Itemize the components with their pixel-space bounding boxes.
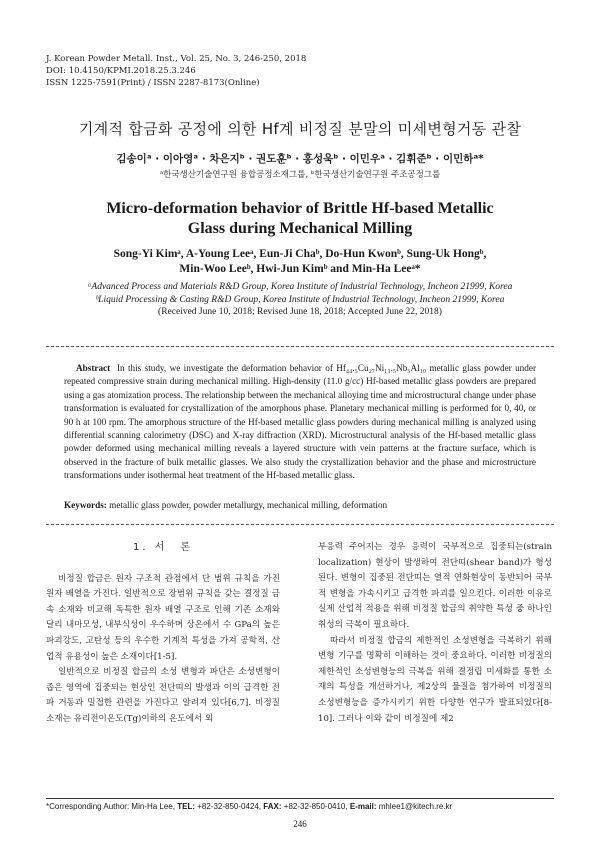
email-link[interactable]: mhlee1@kitech.re.kr bbox=[378, 802, 453, 811]
affiliation-b: ᵇLiquid Processing & Casting R&D Group, Korea Institute of Industrial Technology, Incheon 21999, Korea bbox=[95, 294, 505, 305]
affiliation-a: ᵃAdvanced Process and Materials R&D Group, Korea Institute of Industrial Technology, Incheon 21999, Korea bbox=[87, 282, 513, 292]
corresponding-author-footnote bbox=[46, 802, 554, 811]
english-authors-line-1: Song-Yi Kimᵃ, A-Young Leeᵃ, Eun-Ji Chaᵇ, Do-Hun Kwonᵇ, Sung-Uk Hongᵇ, bbox=[113, 248, 487, 260]
abstract-bottom-divider bbox=[46, 524, 554, 525]
body-paragraph: 따라서 비정질 합금의 제한적인 소성변형을 극복하기 위해 변형 기구를 명확히 이해하는 것이 중요하다. 이러한 비정질의 제한적인 소성변형능의 극복을 위해 결정립 미세화를 통한 소재의 특성을 개선하거나, 제2상의 물질을 첨가하여 비정질의 소성변형능을 증가시키기 위한 다양한 연구가 발표되었다[8-10]. 그러나 이와 같이 비정질에 제2 bbox=[318, 635, 552, 724]
english-authors-line-2: Min-Woo Leeᵇ, Hwi-Jun Kimᵇ and Min-Ha Leeᵃ* bbox=[179, 263, 421, 275]
issn-line: ISSN 1225-7591(Print) / ISSN 2287-8173(Online) bbox=[46, 78, 260, 88]
journal-citation: J. Korean Powder Metall. Inst., Vol. 25, No. 3, 246-250, 2018 bbox=[46, 54, 307, 64]
tel-value: +82-32-850-0424, bbox=[197, 802, 262, 811]
korean-authors: 김송이ᵃ · 이아영ᵃ · 차은지ᵇ · 권도훈ᵇ · 홍성욱ᵇ · 이민우ᵃ · 김휘준ᵇ · 이민하ᵃ* bbox=[116, 153, 484, 165]
page-number: 246 bbox=[293, 819, 307, 829]
journal-header bbox=[46, 53, 306, 89]
footnote-divider bbox=[46, 798, 554, 799]
keywords-text: metallic glass powder, powder metallurgy, mechanical milling, deformation bbox=[109, 500, 388, 510]
abstract-text: In this study, we investigate the deformation behavior of Hf₄₄.₅Cu₂₇Ni₁₃.₅Nb₅Al₁₀ metallic glass powder under repeated compressive strain during mechanical milling. High-density (11.0 g/cc) Hf-based metallic glass powders are prepared using a gas atomization process. The relationship between the mechanical alloying time and microstructural change under phase transformation is evaluated for crystallization of the amorphous phase. Planetary mechanical milling is performed for 0, 40, or 90 h at 100 rpm. The amorphous structure of the Hf-based metallic glass powders during mechanical milling is analyzed using differential scanning calorimetry (DSC) and X-ray diffraction (XRD). Microstructural analysis of the Hf-based metallic glass powder deformed using mechanical milling reveals a layered structure with vein patterns at the fracture surface, which is observed in the fracture of bulk metallic glasses. We also study the crystallization behavior and the phase and microstructure transformations under isothermal heat treatment of the Hf-based metallic glass. bbox=[64, 363, 537, 481]
abstract-label: Abstract bbox=[76, 363, 111, 373]
section-heading: 1. 서 론 bbox=[132, 542, 194, 553]
abstract-top-divider bbox=[46, 346, 554, 347]
english-title bbox=[0, 199, 600, 239]
abstract-block bbox=[64, 362, 536, 483]
author-name: Min-Ha Lee, bbox=[131, 802, 175, 811]
keywords-label: Keywords: bbox=[64, 500, 107, 510]
english-authors bbox=[0, 247, 600, 277]
korean-affiliation: ᵃ한국생산기술연구원 융합공정소재그룹, ᵇ한국생산기술연구원 주조공정그룹 bbox=[159, 170, 441, 180]
english-title-line-2: Glass during Mechanical Milling bbox=[187, 220, 413, 237]
body-paragraph: 일반적으로 비정질 합금의 소성 변형과 파단은 소성변형이 좁은 영역에 집중되는 현상인 전단띠의 발생과 이의 급격한 전파 거동과 밀접한 관련을 가진다고 알려져 있다[6,7]. 비정질 소재는 유리전이온도(Tg)이하의 온도에서 외 bbox=[46, 667, 280, 724]
english-title-line-1: Micro-deformation behavior of Brittle Hf-based Metallic bbox=[106, 200, 494, 217]
email-label: E-mail: bbox=[349, 802, 377, 811]
fax-label: FAX: bbox=[263, 802, 282, 811]
korean-title: 기계적 합금화 공정에 의한 Hf계 비정질 분말의 미세변형거동 관찰 bbox=[78, 120, 522, 138]
received-dates: (Received June 10, 2018; Revised June 18, 2018; Accepted June 22, 2018) bbox=[158, 307, 442, 317]
body-column-left bbox=[46, 540, 280, 728]
keywords-block bbox=[64, 500, 536, 510]
body-column-right bbox=[318, 540, 552, 727]
footnote-label: *Corresponding Author: bbox=[46, 802, 130, 811]
doi-line[interactable]: DOI: 10.4150/KPMI.2018.25.3.246 bbox=[46, 66, 196, 76]
body-paragraph: 비정질 합금은 원자 구조적 관점에서 단 범위 규칙을 가진 원자 배열을 가진다. 일반적으로 장범위 규칙을 갖는 결정질 금속 소재와 비교해 독특한 원자 배열 구조로 인해 기존 소재와 달리 내마모성, 내부식성이 우수하며 상온에서 수 GPa의 높은 파괴강도, 고탄성 등의 우수한 기계적 특성을 가져 공학적, 산업적 유용성이 높은 소재이다[1-5]. bbox=[46, 573, 280, 662]
tel-label: TEL: bbox=[177, 802, 195, 811]
fax-value: +82-32-850-0410, bbox=[283, 802, 348, 811]
body-paragraph: 부응력 주어지는 경우 응력이 국부적으로 집중되는(strain localization) 현상이 발생하여 전단띠(shear band)가 형성된다. 변형이 집중된 전단띠는 열적 연화현상이 동반되어 국부적 변형을 가속시키고 급격한 파괴를 일으킨다. 이러한 이유로 실제 산업적 적용을 위해 비정질 합금의 취약한 특성 중 하나인 취성의 극복이 필요하다. bbox=[318, 542, 552, 630]
english-affiliations bbox=[0, 281, 600, 306]
